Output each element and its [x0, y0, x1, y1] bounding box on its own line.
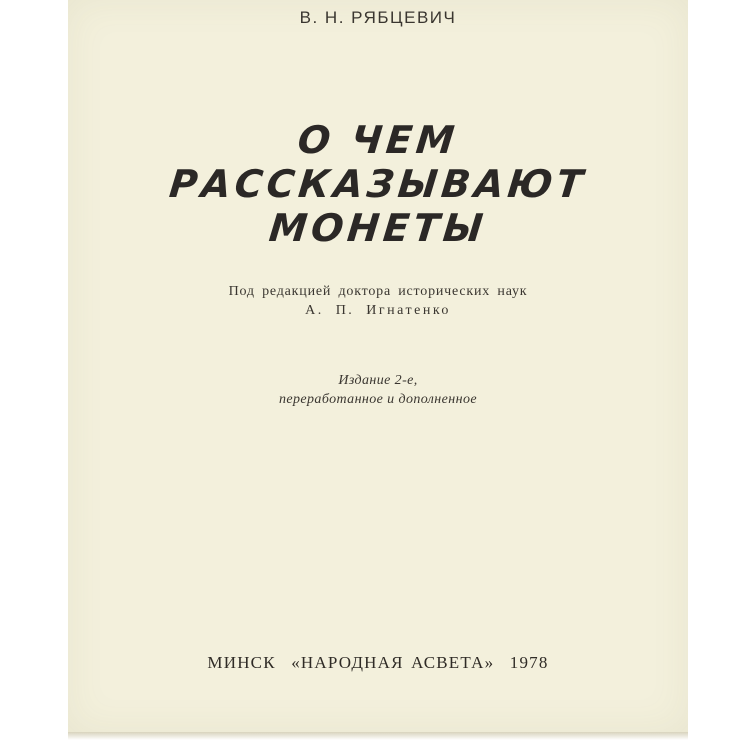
editor-credit: [68, 282, 688, 320]
title-page: [68, 0, 688, 732]
imprint-year: 1978: [509, 653, 549, 672]
imprint-publisher: «НАРОДНАЯ АСВЕТА»: [291, 653, 495, 672]
edition-number: Издание 2-е,: [338, 373, 418, 388]
book-title-line-1: О ЧЕМ: [295, 118, 461, 162]
edition-description: переработанное и дополненное: [279, 392, 477, 407]
book-title-line-3: МОНЕТЫ: [267, 206, 489, 250]
imprint: [68, 653, 688, 673]
edition-note: [68, 371, 688, 409]
author-name: В. Н. РЯБЦЕВИЧ: [299, 8, 457, 27]
book-title-line-2: РАССКАЗЫВАЮТ: [167, 162, 589, 206]
editor-name: А. П. Игнатенко: [305, 303, 451, 318]
imprint-city: МИНСК: [207, 653, 276, 672]
editor-credit-line: Под редакцией доктора исторических наук: [228, 284, 528, 299]
